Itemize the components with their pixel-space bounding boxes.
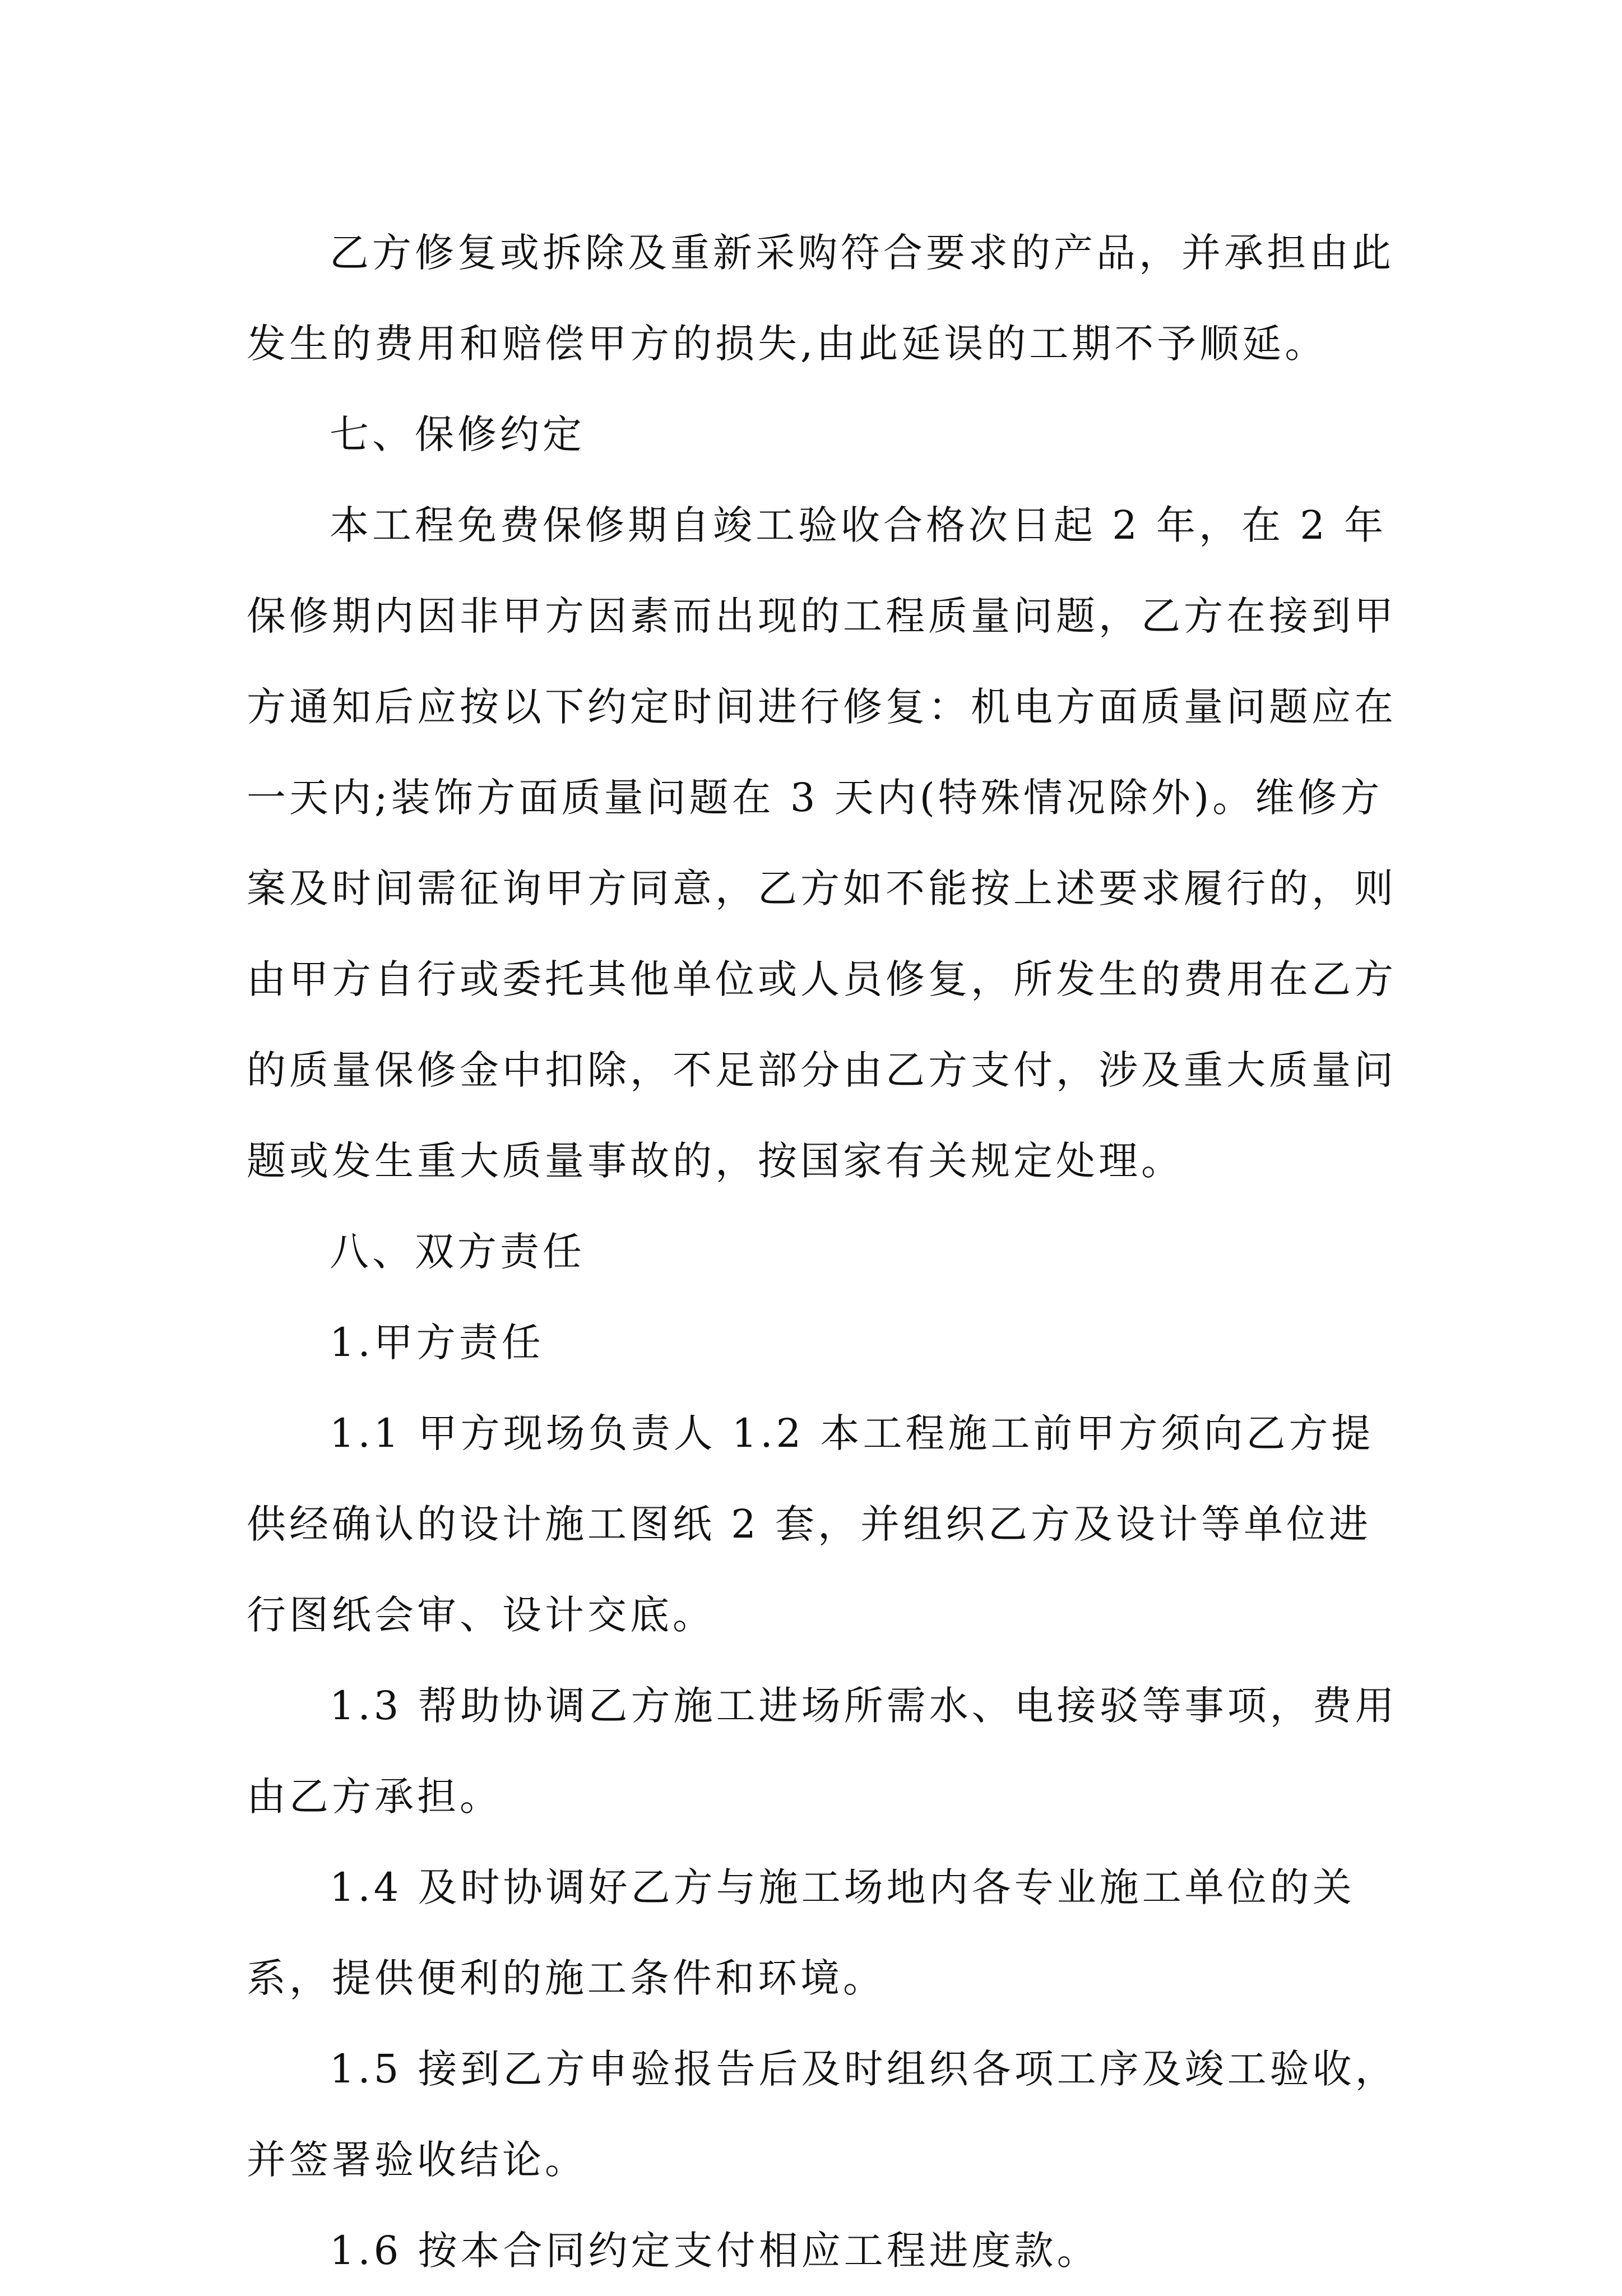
clause-1-4: 1.4 及时协调好乙方与施工场地内各专业施工单位的关系，提供便利的施工条件和环境。: [247, 1864, 1355, 2001]
document-body: [247, 207, 1401, 2296]
paragraph-repair-cost: 乙方修复或拆除及重新采购符合要求的产品，并承担由此发生的费用和赔偿甲方的损失,由此延误的工期不予顺延。: [247, 230, 1394, 367]
clause-1-3: 1.3 帮助协调乙方施工进场所需水、电接驳等事项，费用由乙方承担。: [247, 1683, 1398, 1820]
clause-1-6: 1.6 按本合同约定支付相应工程进度款。: [330, 2228, 1100, 2274]
clause-1-5: 1.5 接到乙方申验报告后及时组织各项工序及竣工验收，并签署验收结论。: [247, 2046, 1398, 2183]
subheading-party-a: 1.甲方责任: [330, 1320, 544, 1365]
section-heading-responsibilities: 八、双方责任: [330, 1229, 585, 1275]
paragraph-warranty-terms: 本工程免费保修期自竣工验收合格次日起 2 年，在 2 年保修期内因非甲方因素而出现的工程质量问题，乙方在接到甲方通知后应按以下约定时间进行修复：机电方面质量问题应在一天内;装饰方面质量问题在 3 天内(特殊情况除外)。维修方案及时间需征询甲方同意，乙方如不能按上述要求履行的，则由甲方自行或委托其他单位或人员修复，所发生的费用在乙方的质量保修金中扣除，不足部分由乙方支付，涉及重大质量问题或发生重大质量事故的，按国家有关规定处理。: [247, 502, 1397, 1184]
clause-1-1-1-2: 1.1 甲方现场负责人 1.2 本工程施工前甲方须向乙方提供经确认的设计施工图纸 2 套，并组织乙方及设计等单位进行图纸会审、设计交底。: [247, 1410, 1374, 1638]
section-heading-warranty: 七、保修约定: [330, 411, 585, 457]
